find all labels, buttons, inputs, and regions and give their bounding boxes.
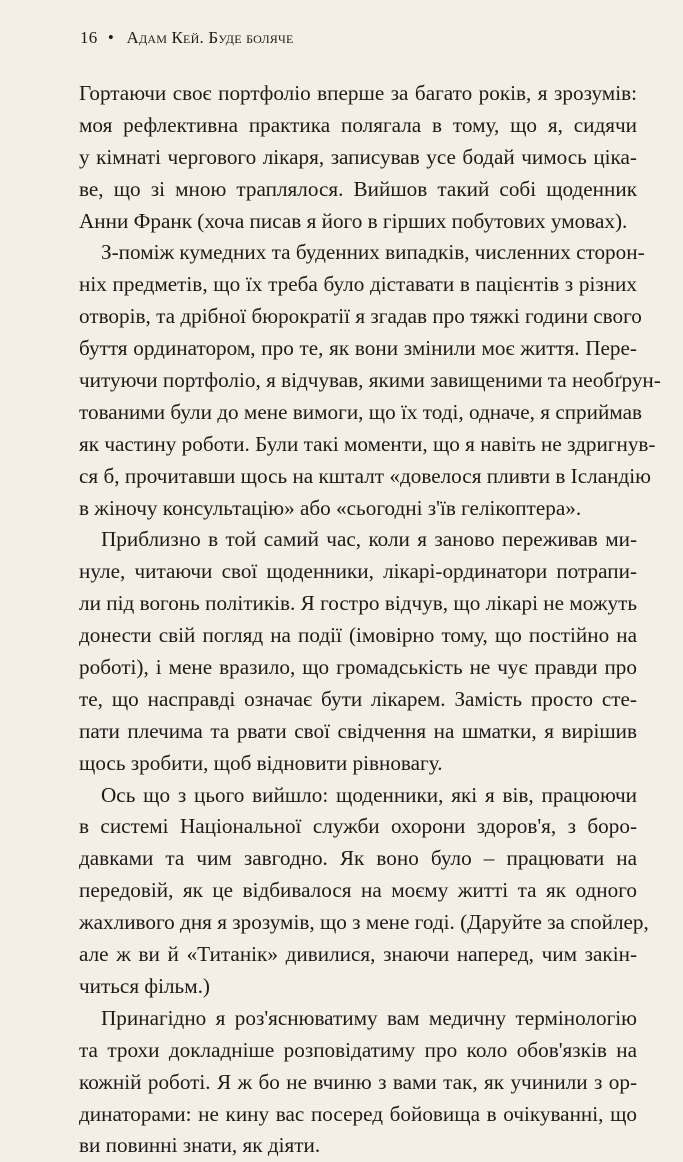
text-line: те, що насправді означає бути лікарем. Замість просто сте- [79, 686, 637, 711]
text-line: отворів, та дрібної бюрократії я згадав про тяжкі години свого [79, 304, 642, 329]
text-line: Анни Франк (хоча писав я його в гірших побутових умовах). [79, 208, 628, 233]
text-line: ве, що зі мною траплялося. Вийшов такий собі щоденник [79, 176, 637, 201]
paragraph [79, 1003, 637, 1162]
paragraph [79, 78, 637, 237]
running-head-book-title: Буде боляче [208, 28, 294, 47]
text-line: Принагідно я роз'яснюватиму вам медичну термінологію [101, 1005, 637, 1030]
text-line: але ж ви й «Титанік» дивилися, знаючи наперед, чим закін- [79, 942, 637, 967]
text-line: Приблизно в той самий час, коли я заново переживав ми- [101, 527, 637, 552]
text-line: в системі Національної служби охорони здоров'я, з боро- [79, 814, 637, 839]
text-line: ніх предметів, що їх треба було діставати в пацієнтів з різних [79, 272, 637, 297]
text-line: як частину роботи. Були такі моменти, що я навіть не здригнув- [79, 431, 656, 456]
bullet-separator: • [107, 28, 115, 47]
text-line: в жіночу консультацію» або «сьогодні з'їв гелікоптера». [79, 495, 582, 520]
body-text [79, 78, 661, 1162]
paragraph [79, 237, 661, 524]
text-line: щось зробити, щоб відновити рівновагу. [79, 750, 443, 775]
text-line: читься фільм.) [79, 973, 210, 998]
text-line: ся б, прочитавши щось на кшталт «довелося пливти в Ісландію [79, 463, 651, 488]
text-line: передовій, як це відбивалося на моєму житті та як одного [79, 878, 637, 903]
running-head [80, 28, 294, 48]
text-line: читуючи портфоліо, я відчував, якими завищеними та необґрун- [79, 368, 661, 393]
page-number: 16 [80, 28, 98, 47]
text-line: давками та чим завгодно. Як воно було – працювати на [79, 846, 637, 871]
text-line: тованими були до мене вимоги, що їх тоді, одначе, я сприймав [79, 399, 642, 424]
paragraph [79, 780, 649, 1003]
text-line: роботі), і мене вразило, що громадськість не чує правди про [79, 655, 637, 680]
paragraph [79, 524, 637, 779]
text-line: буття ординатором, про те, як вони змінили моє життя. Пере- [79, 336, 637, 361]
text-line: моя рефлективна практика полягала в тому, що я, сидячи [79, 112, 637, 137]
running-head-author: Адам Кей. [126, 28, 204, 47]
text-line: та трохи докладніше розповідатиму про коло обов'язків на [79, 1037, 637, 1062]
text-line: ли під вогонь політиків. Я гостро відчув, що лікарі не можуть [79, 591, 637, 616]
text-line: З-поміж кумедних та буденних випадків, численних сторон- [101, 240, 645, 265]
text-line: жахливого дня я зрозумів, що з мене годі. (Даруйте за спойлер, [79, 910, 649, 935]
text-line: ви повинні знати, як діяти. [79, 1133, 321, 1158]
text-line: динаторами: не кину вас посеред бойовища в очікуванні, що [79, 1101, 637, 1126]
text-line: Ось що з цього вийшло: щоденники, які я вів, працюючи [101, 782, 637, 807]
text-line: пати плечима та рвати свої свідчення на шматки, я вирішив [79, 718, 637, 743]
text-line: у кімнаті чергового лікаря, записував усе бодай чимось ціка- [79, 144, 637, 169]
text-line: кожній роботі. Я ж бо не вчиню з вами так, як учинили з ор- [79, 1069, 637, 1094]
text-line: Гортаючи своє портфоліо вперше за багато років, я зрозумів: [79, 81, 637, 105]
text-line: донести свій погляд на події (імовірно тому, що постійно на [79, 623, 637, 648]
text-line: нуле, читаючи свої щоденники, лікарі-ординатори потрапи- [79, 559, 637, 584]
